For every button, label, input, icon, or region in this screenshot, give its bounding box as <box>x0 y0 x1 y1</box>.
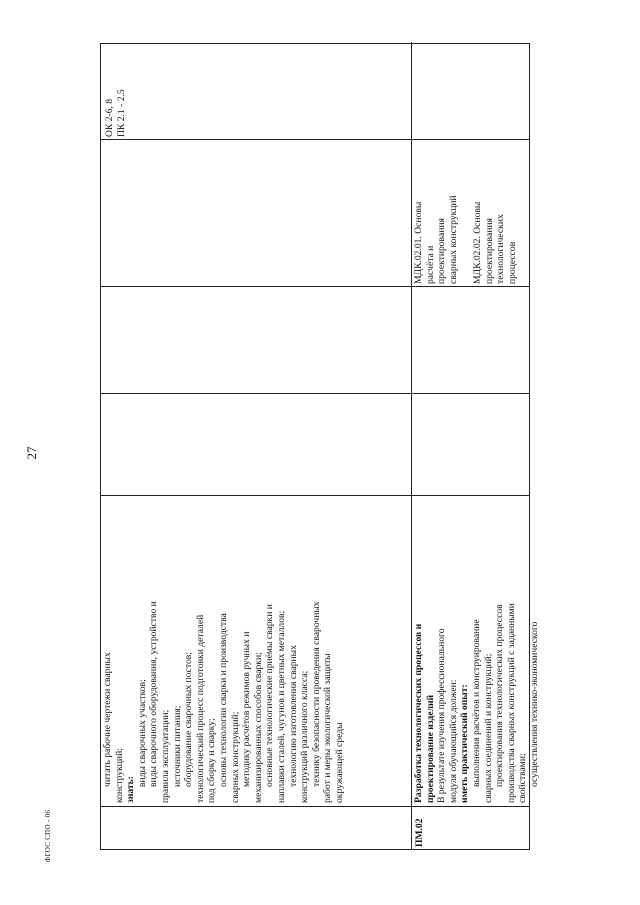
content-line: правила эксплуатации; <box>159 709 171 803</box>
content-line: окружающей среды <box>333 722 345 803</box>
content-line: наплавки сталей, чугунов и цветных металлов; <box>275 610 287 803</box>
mdk-line: проектирования <box>436 218 448 284</box>
content-line: основы технологии сварки и производства <box>217 613 229 787</box>
col-divider <box>101 495 529 496</box>
content-line: иметь практический опыт: <box>459 684 471 803</box>
row-divider <box>411 42 412 849</box>
col-divider <box>101 806 529 807</box>
col-divider <box>101 286 529 287</box>
curriculum-table-rotated <box>100 43 540 850</box>
mdk-line: сварных конструкций <box>447 195 459 284</box>
content-line: виды сварочного оборудования, устройство и <box>148 601 160 787</box>
content-line: Разработка технологических процессов и <box>413 623 424 803</box>
col-divider <box>101 393 529 394</box>
content-line: технологию изготовления сварных <box>287 645 299 787</box>
mdk-line: процессов <box>506 241 518 284</box>
content-line: осуществления технико-экономического <box>528 621 540 787</box>
page-number: 27 <box>24 446 39 460</box>
content-line: основные технологические приёмы сварки и <box>264 604 276 787</box>
mdk-line: технологических <box>495 214 507 284</box>
content-line: производства сварных конструкций с заданными <box>505 603 517 803</box>
content-line: технологический процесс подготовки деталей <box>194 614 206 803</box>
mdk-line: МДК.02.01. Основы <box>413 201 424 284</box>
content-line: сварных соединений и конструкций; <box>482 653 494 803</box>
content-line: оборудование сварочных постов; <box>183 652 195 787</box>
content-line: конструкций; <box>113 748 125 803</box>
previous-module-content <box>102 501 408 803</box>
mdk-line: проектирования <box>483 218 495 284</box>
content-line: проектирования технологических процессов <box>494 604 506 787</box>
content-line: знать: <box>125 776 137 803</box>
content-line: источники питания; <box>171 705 183 787</box>
content-line: работ и меры экологической защиты <box>322 653 334 803</box>
col-divider <box>101 139 529 140</box>
mdk-line: расчёта и <box>424 245 436 284</box>
competency-codes <box>104 47 404 137</box>
mdk-02-01 <box>413 144 461 284</box>
content-line: механизированных способов сварки; <box>252 652 264 803</box>
content-line: под сборку и сварку; <box>206 718 218 803</box>
content-line: модуля обучающийся должен: <box>447 679 459 803</box>
content-line: читать рабочие чертежи сварных <box>102 652 113 787</box>
content-line: выполнения расчётов и конструирование <box>470 619 482 787</box>
content-line: В результате изучения профессионального <box>436 628 448 803</box>
content-line: сварных конструкций; <box>229 711 241 803</box>
content-line: проектирование изделий <box>424 694 436 803</box>
mdk-02-02 <box>472 144 528 284</box>
content-line: технику безопасности проведения сварочных <box>310 601 322 787</box>
competency-code: ОК 2-6, 8 <box>104 98 115 137</box>
content-line: конструкций различного класса; <box>299 670 311 803</box>
module-pm02-content <box>413 501 540 803</box>
footer-standard-code: ФГОС СПО - 06 <box>44 809 52 863</box>
module-code: ПМ.02 <box>414 818 425 847</box>
competency-code: ПК 2.1 - 2.5 <box>115 89 127 137</box>
content-line: виды сварочных участков; <box>136 679 148 787</box>
content-line: методику расчётов режимов ручных и <box>241 631 253 787</box>
curriculum-table <box>100 43 540 850</box>
mdk-line: МДК.02.02. Основы <box>472 201 483 284</box>
content-line: свойствами; <box>517 753 529 803</box>
